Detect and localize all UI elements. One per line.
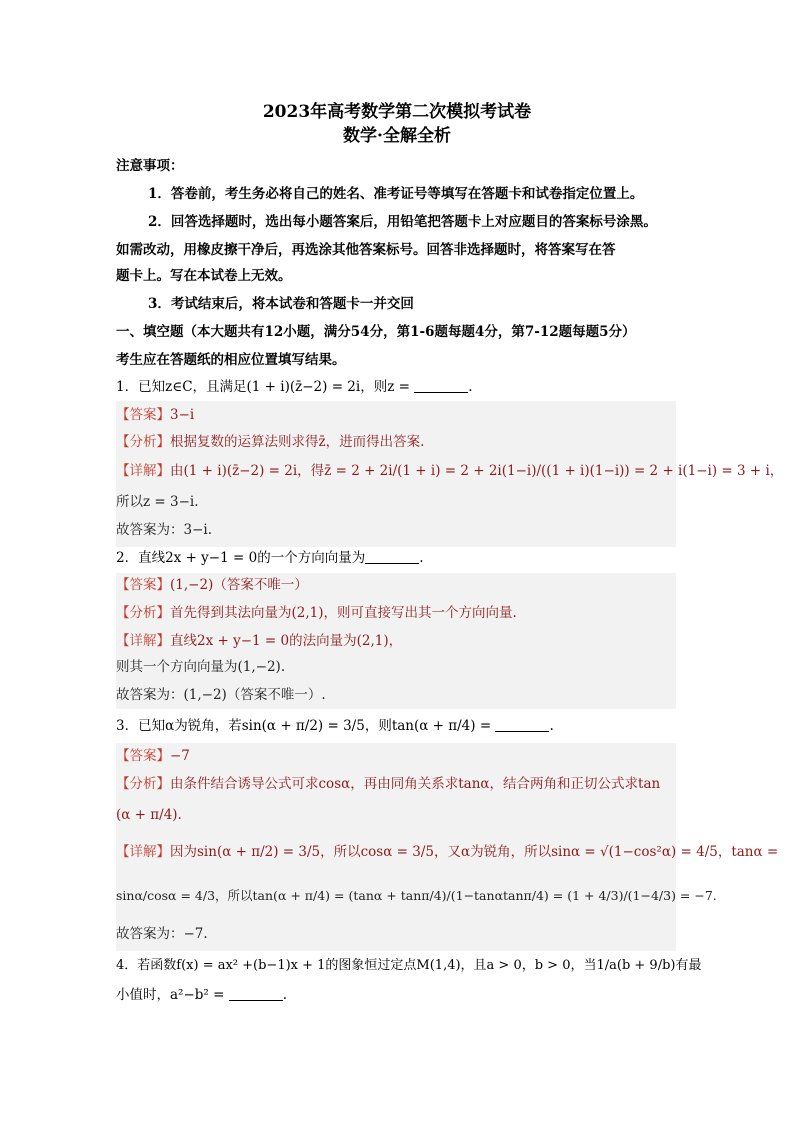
answer-blank — [365, 549, 419, 564]
question-4-stem: 4．若函数f(x) = ax² +(b−1)x + 1的图象恒过定点M(1,4)，且a > 0，b > 0，当1/a(b + 9/b)有最 — [116, 958, 702, 973]
detail-tag: 【详解】 — [116, 463, 170, 479]
analysis-text: 根据复数的运算法则求得z̄，进而得出答案. — [170, 434, 425, 450]
q2-conclusion: 故答案为：(1,−2)（答案不唯一）. — [116, 687, 326, 703]
q1-detail — [116, 461, 783, 481]
document-subtitle: 数学·全解全析 — [343, 126, 451, 146]
detail-tag: 【详解】 — [116, 844, 170, 860]
detail-text: 直线2x + y−1 = 0的法向量为(2,1)， — [170, 633, 403, 649]
q1-analysis — [116, 432, 424, 452]
q3-detail-2: sinα/cosα = 4/3，所以tan(α + π/4) = (tanα + tanπ/4)/(1−tanαtanπ/4) = (1 + 4/3)/(1−4/3) = −7. — [116, 888, 717, 903]
analysis-text: 首先得到其法向量为(2,1)，则可直接写出其一个方向向量. — [170, 605, 517, 621]
question-2-stem: 2．直线2x + y−1 = 0的一个方向向量为 . — [116, 550, 424, 566]
question-3-stem: 3．已知α为锐角，若sin(α + π/2) = 3/5，则tan(α + π/4) = . — [116, 718, 554, 734]
notice-item-3: 3．考试结束后，将本试卷和答题卡一并交回 — [148, 296, 414, 312]
q1-answer — [116, 405, 194, 425]
notice-item-2-cont: 如需改动，用橡皮擦干净后，再选涂其他答案标号。回答非选择题时，将答案写在答 — [116, 242, 616, 258]
answer-blank — [229, 986, 283, 1001]
q3-analysis — [116, 774, 660, 794]
answer-blank — [414, 378, 468, 393]
question-3-text: 3．已知α为锐角，若sin(α + π/2) = 3/5，则tan(α + π/4) = — [116, 718, 496, 734]
answer-tag: 【答案】 — [116, 577, 170, 593]
question-1-stem: 1．已知z∈C，且满足(1 + i)(z̄−2) = 2i，则z = . — [116, 379, 473, 395]
q3-conclusion: 故答案为：−7. — [116, 926, 208, 942]
q3-detail — [116, 842, 778, 862]
q1-conclusion: 故答案为：3−i. — [116, 522, 213, 538]
notice-item-2-cont2: 题卡上。写在本试卷上无效。 — [116, 268, 292, 284]
answer-tag: 【答案】 — [116, 407, 170, 423]
question-4-text: 小值时，a²−b² = — [116, 987, 229, 1003]
answer-blank — [495, 717, 549, 732]
answer-value: −7 — [170, 748, 190, 764]
question-2-text: 2．直线2x + y−1 = 0的一个方向向量为 — [116, 550, 366, 566]
analysis-text: 由条件结合诱导公式可求cosα，再由同角关系求tanα，结合两角和正切公式求tan — [170, 776, 661, 792]
question-1-text: 1．已知z∈C，且满足(1 + i)(z̄−2) = 2i，则z = — [116, 379, 415, 395]
notice-item-1: 1．答卷前，考生务必将自己的姓名、准考证号等填写在答题卡和试卷指定位置上。 — [148, 186, 644, 202]
analysis-tag: 【分析】 — [116, 605, 170, 621]
answer-tag: 【答案】 — [116, 748, 170, 764]
detail-tag: 【详解】 — [116, 633, 170, 649]
notice-item-2: 2．回答选择题时，选出每小题答案后，用铅笔把答题卡上对应题目的答案标号涂黑。 — [148, 214, 657, 230]
q2-answer — [116, 575, 308, 595]
answer-value: 3−i — [170, 407, 195, 423]
question-4-stem-2: 小值时，a²−b² = . — [116, 987, 288, 1003]
detail-text: 因为sin(α + π/2) = 3/5，所以cosα = 3/5，又α为锐角，所以sinα = √(1−cos²α) = 4/5，tanα = — [170, 844, 779, 860]
document-title: 2023年高考数学第二次模拟考试卷 — [262, 102, 532, 122]
answer-value: (1,−2)（答案不唯一） — [170, 577, 308, 593]
section-heading: 一、填空题（本大题共有12小题，满分54分，第1-6题每题4分，第7-12题每题5分） — [116, 324, 636, 340]
q2-analysis — [116, 603, 517, 623]
q3-analysis-2: (α + π/4). — [116, 807, 182, 823]
q1-detail-2: 所以z = 3−i. — [116, 494, 199, 510]
detail-text: 由(1 + i)(z̄−2) = 2i，得z̄ = 2 + 2i/(1 + i) = 2 + 2i(1−i)/((1 + i)(1−i)) = 2 + i(1−i) = 3 + i， — [170, 463, 784, 479]
analysis-tag: 【分析】 — [116, 434, 170, 450]
notice-heading: 注意事项： — [116, 158, 184, 174]
q2-detail-2: 则其一个方向向量为(1,−2). — [116, 659, 286, 675]
section-instruction: 考生应在答题纸的相应位置填写结果。 — [116, 352, 346, 368]
q2-detail — [116, 631, 402, 651]
q3-answer — [116, 746, 190, 766]
analysis-tag: 【分析】 — [116, 776, 170, 792]
